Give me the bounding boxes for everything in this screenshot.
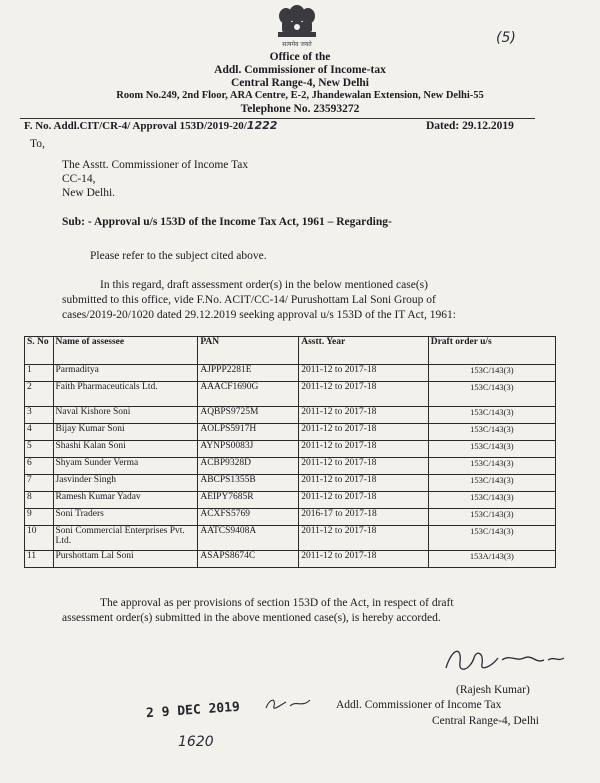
cell-name: Naval Kishore Soni [53,407,198,424]
file-number [24,119,277,133]
cell-order: 153C/143(3) [428,365,555,382]
cell-name: Ramesh Kumar Yadav [53,491,198,508]
header-range: Central Range-4, New Delhi [231,77,369,89]
cell-sno: 9 [25,508,54,525]
cell-order: 153C/143(3) [428,508,555,525]
diary-number: 1620 [178,734,214,750]
cell-pan: AJPPP2281E [198,365,299,382]
cell-pan: AOLPS5917H [198,424,299,441]
cell-sno: 8 [25,491,54,508]
cell-order: 153C/143(3) [428,458,555,475]
cell-order: 153C/143(3) [428,424,555,441]
cell-sno: 11 [25,551,54,568]
cell-year: 2011-12 to 2017-18 [299,491,428,508]
cell-name: Parmaditya [53,365,198,382]
cell-pan: ACXFS5769 [198,508,299,525]
signatory-range: Central Range-4, Delhi [432,715,539,727]
header-telephone: Telephone No. 23593272 [240,103,360,115]
signatory-name: (Rajesh Kumar) [456,684,530,696]
cell-sno: 2 [25,381,54,406]
header-address: Room No.249, 2nd Floor, ARA Centre, E-2, Jhandewalan Extension, New Delhi-55 [116,90,484,101]
cell-year: 2011-12 to 2017-18 [299,458,428,475]
cell-name: Shyam Sunder Verma [53,458,198,475]
cell-year: 2011-12 to 2017-18 [299,365,428,382]
initials-mark [262,694,314,714]
table-row [25,551,556,568]
table-row [25,458,556,475]
file-number-handwritten: 1222 [246,119,278,132]
cell-year: 2011-12 to 2017-18 [299,407,428,424]
cell-sno: 10 [25,525,54,550]
cell-name: Bijay Kumar Soni [53,424,198,441]
paragraph-line-2: submitted to this office, vide F.No. ACIT/CC-14/ Purushottam Lal Soni Group of [62,294,436,306]
subject-line: Sub: - Approval u/s 153D of the Income Tax Act, 1961 – Regarding- [62,216,392,228]
national-emblem-icon [268,2,326,48]
header-pan: PAN [198,337,299,365]
cell-order: 153C/143(3) [428,441,555,458]
recipient-line-1: The Asstt. Commissioner of Income Tax [62,159,249,171]
cell-sno: 4 [25,424,54,441]
assessee-table [24,336,556,568]
page-mark: (5) [496,30,516,46]
cell-year: 2011-12 to 2017-18 [299,381,428,406]
cell-sno: 6 [25,458,54,475]
table-row [25,365,556,382]
table-row [25,424,556,441]
table-row [25,474,556,491]
table-row [25,508,556,525]
signature-mark [440,640,570,680]
file-number-text: F. No. Addl.CIT/CR-4/ Approval 153D/2019-20/ [24,120,247,132]
cell-year: 2011-12 to 2017-18 [299,441,428,458]
conclusion-line-2: assessment order(s) submitted in the above mentioned case(s), is hereby accorded. [62,612,441,624]
header-sno: S. No [25,337,54,365]
table-row [25,491,556,508]
cell-year: 2011-12 to 2017-18 [299,474,428,491]
received-date-stamp: 2 9 DEC 2019 [145,699,241,722]
cell-pan: ABCPS1355B [198,474,299,491]
recipient-line-3: New Delhi. [62,187,116,199]
header-designation: Addl. Commissioner of Income-tax [214,64,386,76]
cell-sno: 5 [25,441,54,458]
cell-order: 153C/143(3) [428,381,555,406]
cell-order: 153A/143(3) [428,551,555,568]
header-order: Draft order u/s [428,337,555,365]
cell-pan: AAACF1690G [198,381,299,406]
cell-order: 153C/143(3) [428,525,555,550]
to-label: To, [30,138,45,150]
cell-pan: ACBP9328D [198,458,299,475]
cell-pan: ASAPS8674C [198,551,299,568]
cell-name: Shashi Kalan Soni [53,441,198,458]
cell-sno: 1 [25,365,54,382]
cell-name: Faith Pharmaceuticals Ltd. [53,381,198,406]
cell-year: 2016-17 to 2017-18 [299,508,428,525]
cell-name: Soni Traders [53,508,198,525]
letter-date: Dated: 29.12.2019 [426,120,514,132]
cell-sno: 3 [25,407,54,424]
table-header-row [25,337,556,365]
cell-order: 153C/143(3) [428,491,555,508]
cell-name: Jasvinder Singh [53,474,198,491]
cell-pan: AATCS9408A [198,525,299,550]
recipient-line-2: CC-14, [62,173,96,185]
cell-year: 2011-12 to 2017-18 [299,424,428,441]
header-year: Asstt. Year [299,337,428,365]
cell-pan: AYNPS0083J [198,441,299,458]
signatory-designation: Addl. Commissioner of Income Tax [336,699,502,711]
paragraph-line-3: cases/2019-20/1020 dated 29.12.2019 seeking approval u/s 153D of the IT Act, 1961: [62,309,456,321]
cell-pan: AEIPY7685R [198,491,299,508]
cell-order: 153C/143(3) [428,407,555,424]
table-row [25,441,556,458]
cell-name: Purshottam Lal Soni [53,551,198,568]
cell-year: 2011-12 to 2017-18 [299,525,428,550]
table-row [25,525,556,550]
conclusion-line-1: The approval as per provisions of section 153D of the Act, in respect of draft [100,597,454,609]
cell-pan: AQBPS9725M [198,407,299,424]
paragraph-line-1: In this regard, draft assessment order(s) in the below mentioned case(s) [100,279,428,291]
header-name: Name of assessee [53,337,198,365]
table-row [25,381,556,406]
table-row [25,407,556,424]
svg-text:सत्यमेव जयते: सत्यमेव जयते [282,41,312,48]
cell-sno: 7 [25,474,54,491]
cell-order: 153C/143(3) [428,474,555,491]
cell-year: 2011-12 to 2017-18 [299,551,428,568]
paragraph-reference: Please refer to the subject cited above. [90,250,267,262]
cell-name: Soni Commercial Enterprises Pvt. Ltd. [53,525,198,550]
header-office: Office of the [269,51,331,63]
